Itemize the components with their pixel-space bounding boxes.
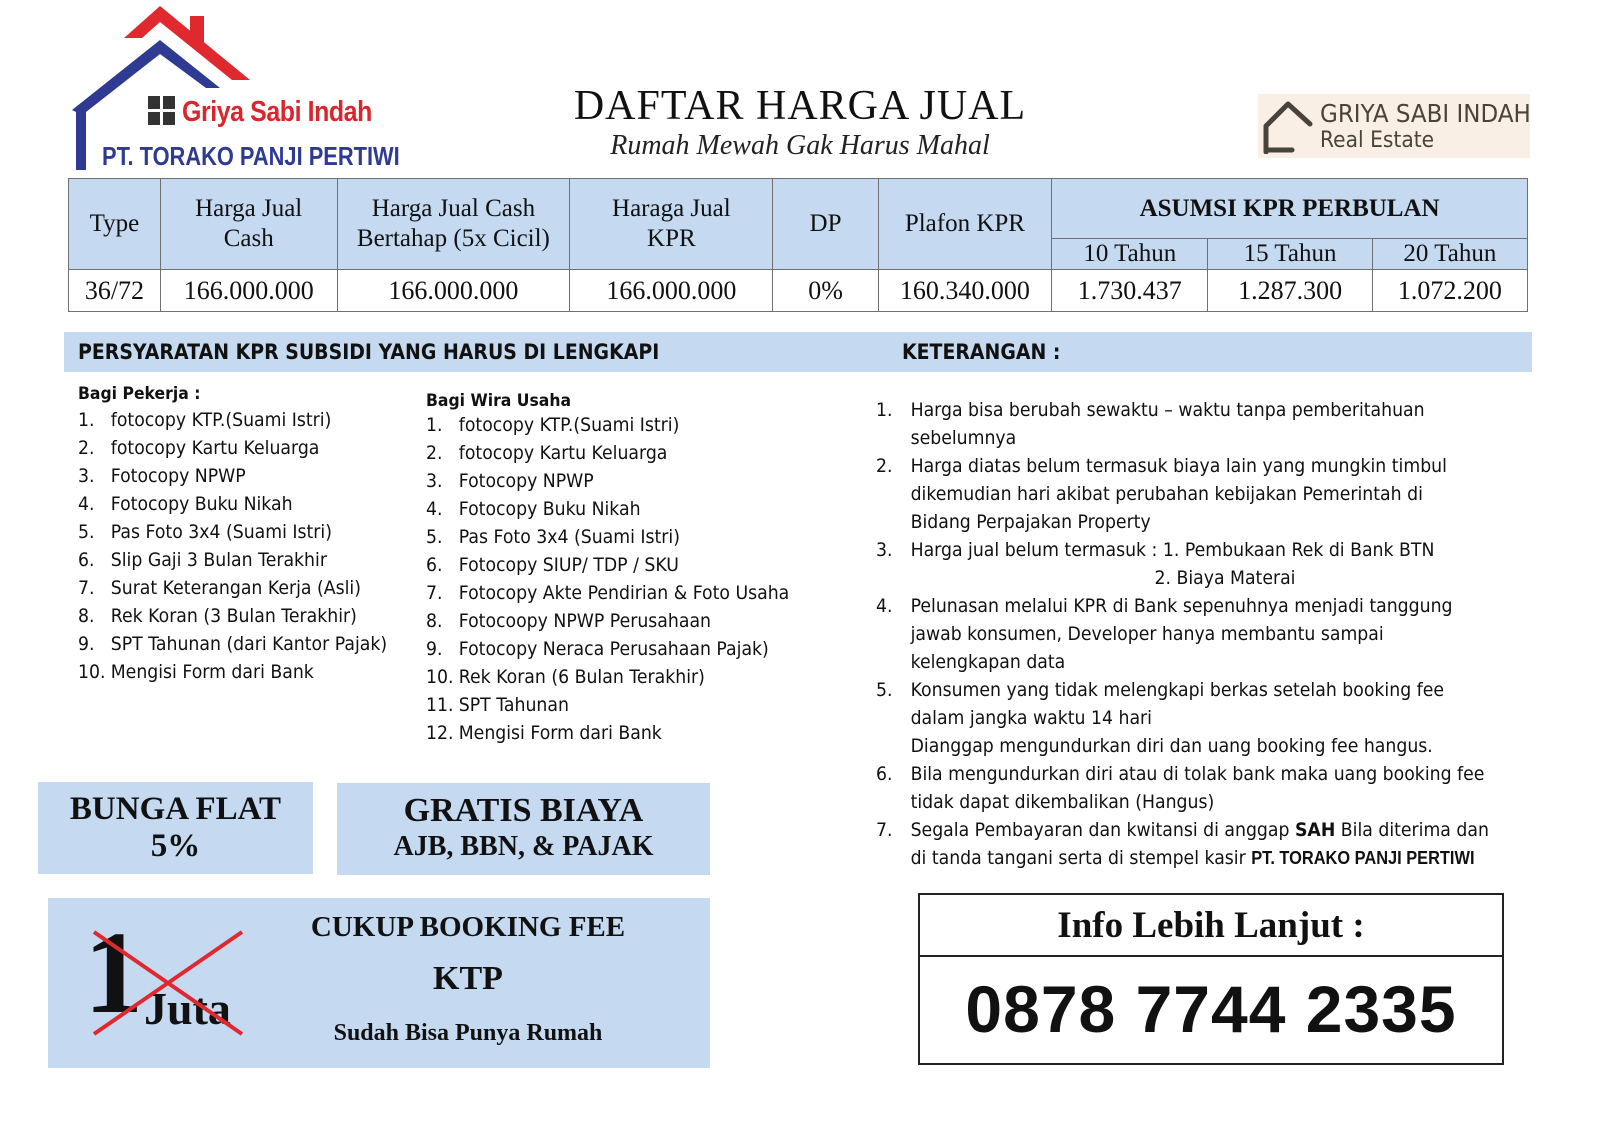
keterangan-list xyxy=(876,396,1556,872)
booking-line-2: KTP xyxy=(433,960,503,997)
list-item: 5. Konsumen yang tidak melengkapi berkas setelah booking fee dalam jangka waktu 14 hari Dianggap mengundurkan diri dan uang booking fee hangus. xyxy=(876,679,1445,757)
wira-usaha-heading: Bagi Wira Usaha xyxy=(426,391,572,411)
col-header-harga-bertahap: Harga Jual Cash Bertahap (5x Cicil) xyxy=(337,179,570,270)
requirements-wira-usaha xyxy=(426,391,825,747)
house-outline-icon xyxy=(1262,100,1318,154)
list-item: 3. Fotocopy NPWP xyxy=(426,470,594,492)
list-item: 7. Fotocopy Akte Pendirian & Foto Usaha xyxy=(426,582,790,604)
promo-gratis-biaya: GRATIS BIAYA AJB, BBN, & PAJAK xyxy=(337,783,710,875)
table-row xyxy=(69,270,1528,312)
cell-harga-bertahap: 166.000.000 xyxy=(337,270,570,312)
pekerja-heading: Bagi Pekerja : xyxy=(78,384,201,404)
real-estate-tagline: Real Estate xyxy=(1320,128,1435,153)
list-item: 3. Fotocopy NPWP xyxy=(78,465,246,487)
list-item: 1. fotocopy KTP.(Suami Istri) xyxy=(426,414,680,436)
list-item: 11. SPT Tahunan xyxy=(426,694,569,716)
title-block xyxy=(560,82,1040,162)
cell-tenor-20: 1.072.200 xyxy=(1372,270,1527,312)
contact-info-box xyxy=(918,893,1504,1065)
list-item: 4. Pelunasan melalui KPR di Bank sepenuhnya menjadi tanggung jawab konsumen, Developer hanya membantu sampai kelengkapan data xyxy=(876,595,1453,673)
struck-price-unit: Juta xyxy=(144,983,231,1034)
list-item: 1. fotocopy KTP.(Suami Istri) xyxy=(78,409,332,431)
list-item: 8. Fotocoopy NPWP Perusahaan xyxy=(426,610,712,632)
contact-phone[interactable]: 0878 7744 2335 xyxy=(965,972,1457,1046)
list-item: 8. Rek Koran (3 Bulan Terakhir) xyxy=(78,605,357,627)
list-item: 4. Fotocopy Buku Nikah xyxy=(78,493,293,515)
promo-booking-fee xyxy=(48,898,710,1068)
list-item: 10. Mengisi Form dari Bank xyxy=(78,661,314,683)
contact-title: Info Lebih Lanjut : xyxy=(920,895,1502,957)
requirements-title: PERSYARATAN KPR SUBSIDI YANG HARUS DI LENGKAPI xyxy=(78,340,660,364)
list-item: 7. Segala Pembayaran dan kwitansi di anggap SAH Bila diterima dan di tanda tangani serta di stempel kasir PT. TORAKO PANJI PERTIWI xyxy=(876,819,1489,869)
cell-tenor-15: 1.287.300 xyxy=(1208,270,1372,312)
list-item: 2. fotocopy Kartu Keluarga xyxy=(426,442,668,464)
list-item: 3. Harga jual belum termasuk : 1. Pembukaan Rek di Bank BTN 2. Biaya Materai xyxy=(876,539,1435,589)
real-estate-logo xyxy=(1258,94,1530,158)
section-header-bar xyxy=(64,332,1532,372)
col-header-harga-cash: Harga Jual Cash xyxy=(160,179,337,270)
struck-price-number: 1 xyxy=(84,907,143,1038)
list-item: 6. Bila mengundurkan diri atau di tolak bank maka uang booking fee tidak dapat dikembalikan (Hangus) xyxy=(876,763,1485,813)
list-item: 10. Rek Koran (6 Bulan Terakhir) xyxy=(426,666,705,688)
booking-line-1: CUKUP BOOKING FEE xyxy=(310,911,626,943)
list-item: 6. Slip Gaji 3 Bulan Terakhir xyxy=(78,549,327,571)
cell-harga-cash: 166.000.000 xyxy=(160,270,337,312)
list-item: 5. Pas Foto 3x4 (Suami Istri) xyxy=(426,526,680,548)
col-header-10-tahun: 10 Tahun xyxy=(1052,239,1208,270)
cell-tenor-10: 1.730.437 xyxy=(1052,270,1208,312)
company-logo xyxy=(62,2,400,174)
list-item: 1. Harga bisa berubah sewaktu – waktu tanpa pemberitahuan sebelumnya xyxy=(876,399,1425,449)
page-title: DAFTAR HARGA JUAL xyxy=(573,83,1027,129)
requirements-pekerja xyxy=(78,384,418,686)
cell-harga-kpr: 166.000.000 xyxy=(570,270,773,312)
strikethrough-x-icon xyxy=(88,928,248,1038)
col-header-type: Type xyxy=(69,179,161,270)
list-item: 9. Fotocopy Neraca Perusahaan Pajak) xyxy=(426,638,769,660)
price-table xyxy=(68,178,1528,312)
list-item: 4. Fotocopy Buku Nikah xyxy=(426,498,641,520)
list-item: 2. Harga diatas belum termasuk biaya lain yang mungkin timbul dikemudian hari akibat perubahan kebijakan Pemerintah di Bidang Perpajakan Property xyxy=(876,455,1447,533)
company-name: PT. TORAKO PANJI PERTIWI xyxy=(102,141,400,171)
col-header-asumsi: ASUMSI KPR PERBULAN xyxy=(1052,179,1528,239)
cell-plafon: 160.340.000 xyxy=(878,270,1052,312)
cell-type: 36/72 xyxy=(69,270,161,312)
list-item: 5. Pas Foto 3x4 (Suami Istri) xyxy=(78,521,332,543)
page-subtitle: Rumah Mewah Gak Harus Mahal xyxy=(610,130,990,161)
col-header-20-tahun: 20 Tahun xyxy=(1372,239,1527,270)
col-header-harga-kpr: Haraga Jual KPR xyxy=(570,179,773,270)
promo-bunga-flat: BUNGA FLAT 5% xyxy=(38,782,313,874)
keterangan-title: KETERANGAN : xyxy=(902,340,1061,364)
list-item: 7. Surat Keterangan Kerja (Asli) xyxy=(78,577,361,599)
col-header-15-tahun: 15 Tahun xyxy=(1208,239,1372,270)
col-header-plafon: Plafon KPR xyxy=(878,179,1052,270)
real-estate-name: GRIYA SABI INDAH xyxy=(1320,99,1531,128)
window-icon xyxy=(148,96,176,126)
booking-line-3: Sudah Bisa Punya Rumah xyxy=(333,1020,603,1046)
list-item: 6. Fotocopy SIUP/ TDP / SKU xyxy=(426,554,679,576)
list-item: 12. Mengisi Form dari Bank xyxy=(426,722,662,744)
brand-name: Griya Sabi Indah xyxy=(182,96,372,128)
col-header-dp: DP xyxy=(773,179,878,270)
list-item: 9. SPT Tahunan (dari Kantor Pajak) xyxy=(78,633,388,655)
list-item: 2. fotocopy Kartu Keluarga xyxy=(78,437,320,459)
cell-dp: 0% xyxy=(773,270,878,312)
